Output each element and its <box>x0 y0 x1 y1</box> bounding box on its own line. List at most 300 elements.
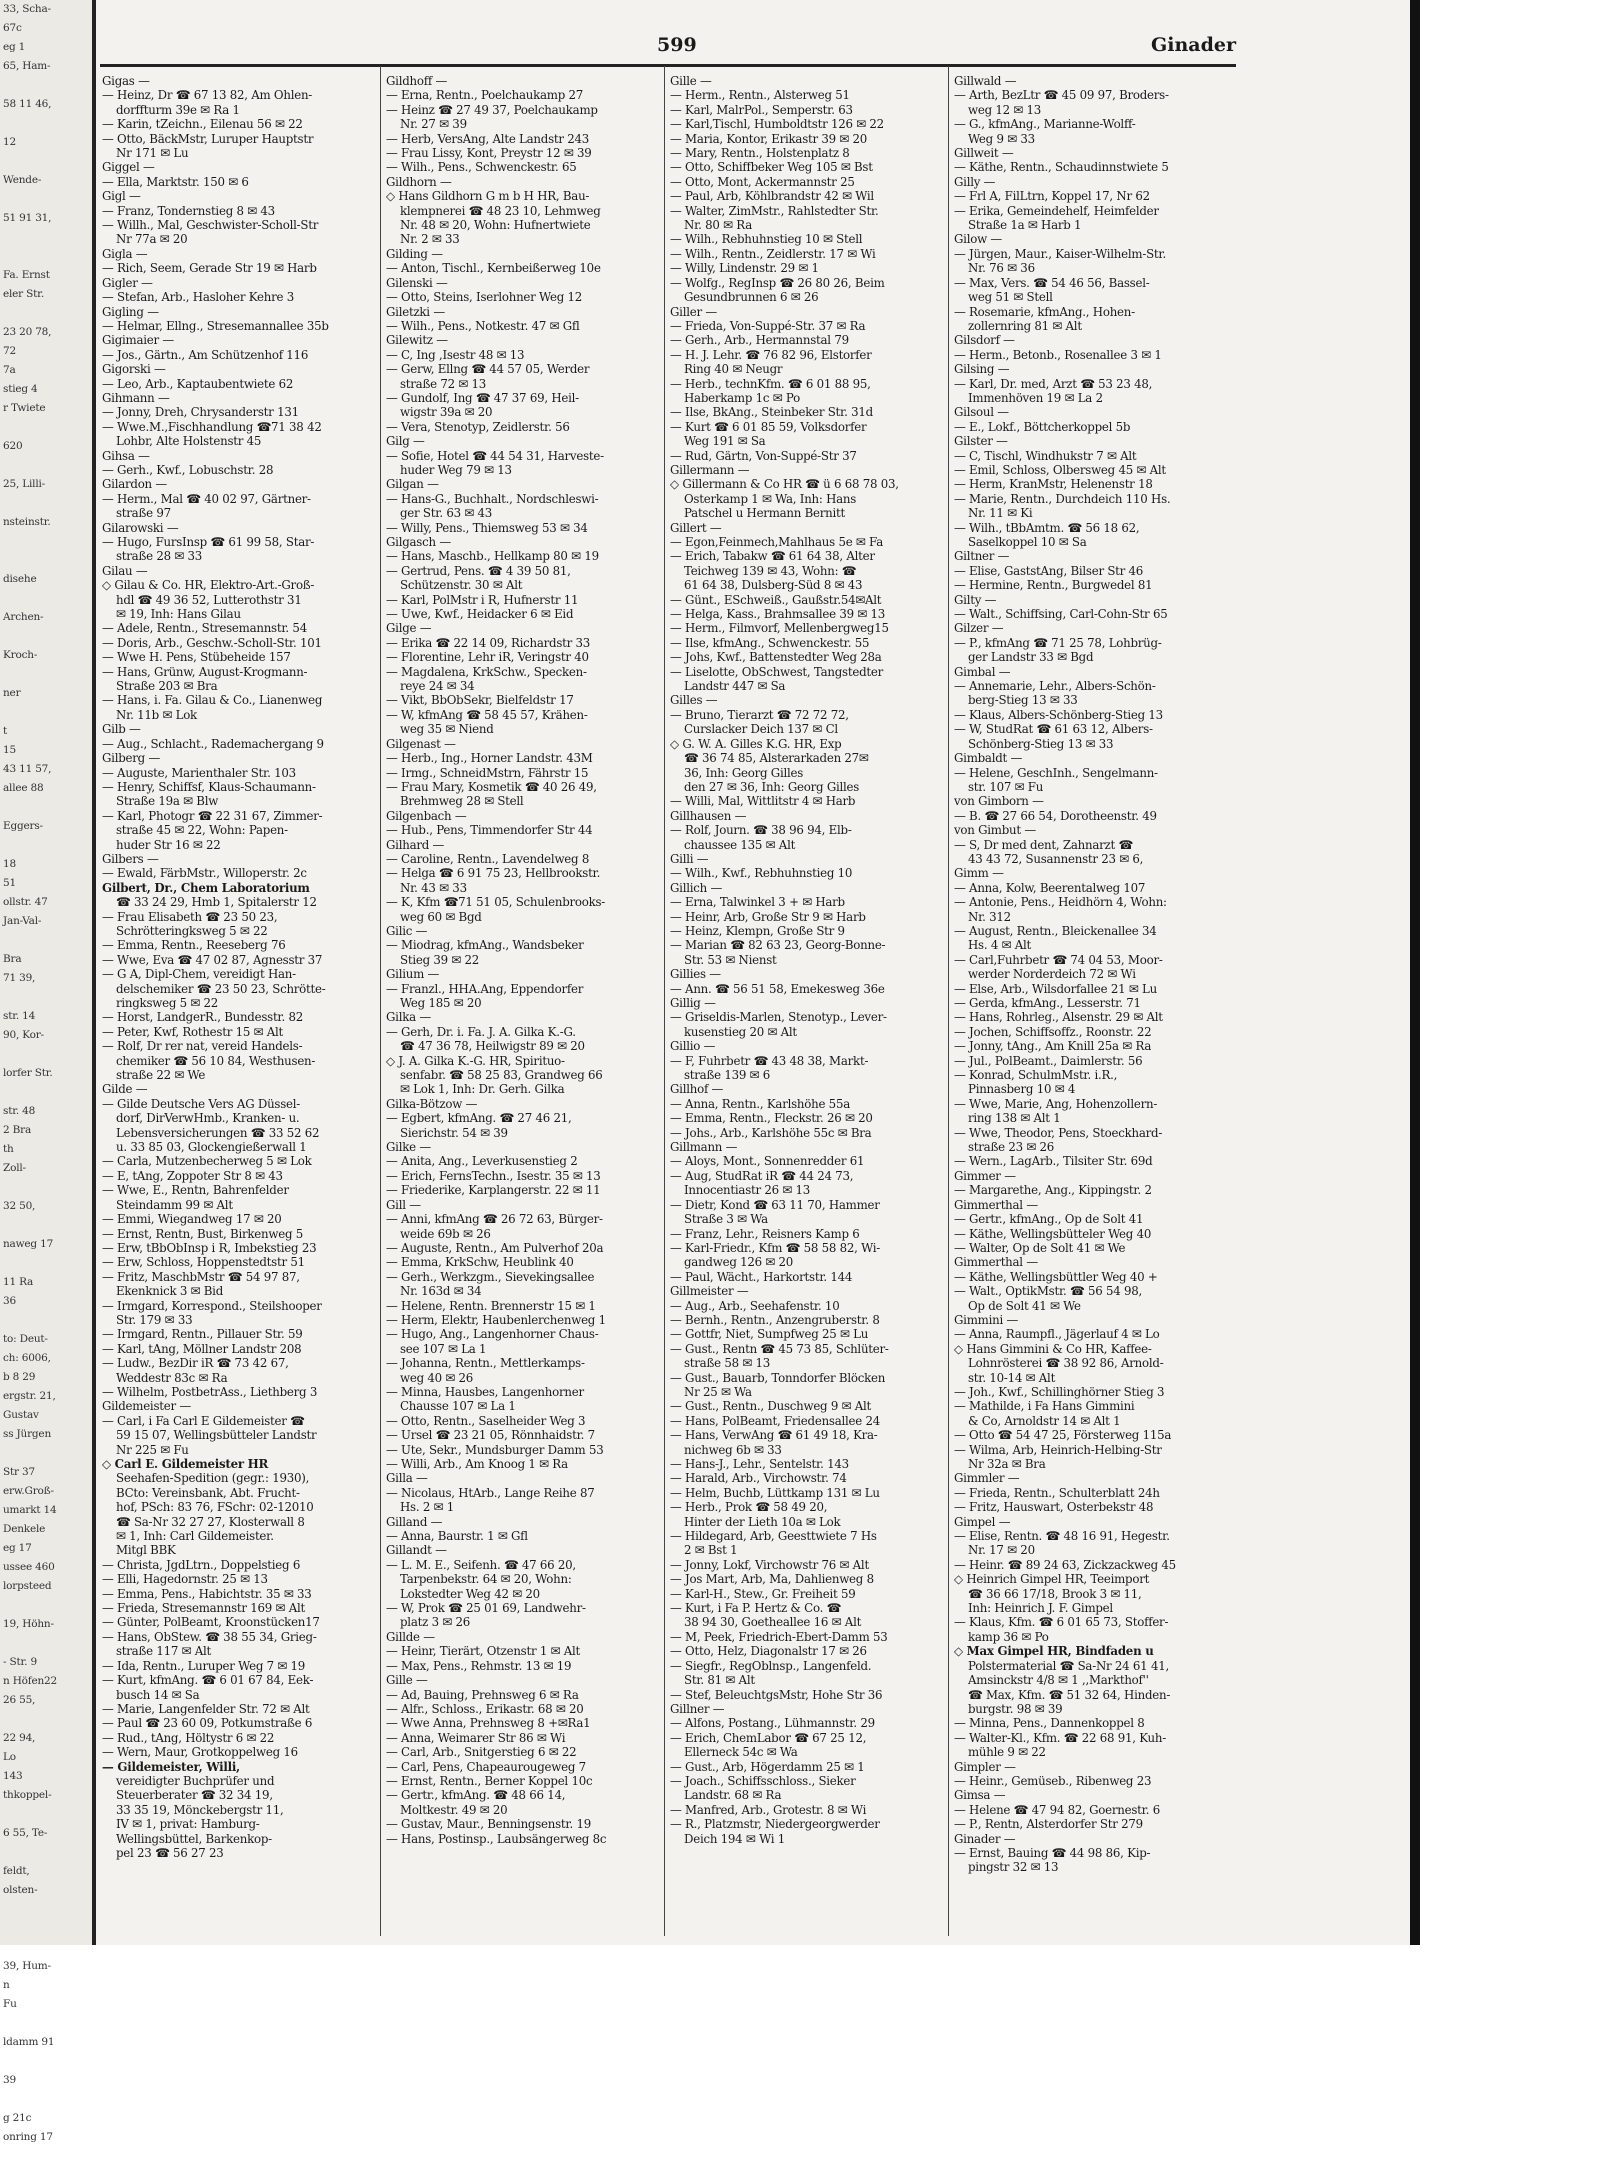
surname-heading <box>386 247 660 261</box>
surname-heading <box>386 1630 660 1644</box>
edge-fragment <box>0 1938 92 1957</box>
entry-line: Gilenski — <box>386 275 448 290</box>
entry-continuation: straße 72 ✉ 13 <box>400 376 486 391</box>
directory-entry <box>670 535 944 549</box>
entry-line: Gigling — <box>102 304 159 319</box>
directory-entry <box>386 189 660 247</box>
entry-line: — Hans, Rohrleg., Alsenstr. 29 ✉ Alt <box>954 1010 1163 1025</box>
entry-continuation: chaussee 135 ✉ Alt <box>684 837 796 852</box>
entry-line: Gillmann — <box>670 1140 738 1155</box>
entry-continuation: Ring 40 ✉ Neugr <box>684 362 783 377</box>
entry-line: — Aloys, Mont., Sonnenredder 61 <box>670 1154 865 1169</box>
directory-entry <box>386 1270 660 1299</box>
directory-entry <box>386 1414 660 1428</box>
entry-line: — Hans-J., Lehr., Sentelstr. 143 <box>670 1457 849 1471</box>
edge-fragment: umarkt 14 <box>3 1504 57 1516</box>
entry-line: — W, Prok ☎ 25 01 69, Landwehr- <box>386 1601 586 1616</box>
directory-column-3 <box>670 74 944 1934</box>
directory-entry <box>670 319 944 333</box>
entry-line: — Gertrud, Pens. ☎ 4 39 50 81, <box>386 563 571 578</box>
edge-fragment: 32 50, <box>3 1200 36 1212</box>
entry-line: — Erna, Talwinkel 3 + ✉ Harb <box>670 895 845 910</box>
directory-entry <box>102 1745 376 1759</box>
edge-fragment <box>0 2090 92 2109</box>
surname-heading <box>102 1399 376 1413</box>
entry-line: Gigl — <box>102 189 141 204</box>
edge-fragment: 36 <box>3 1295 16 1307</box>
entry-continuation: Pinnasberg 10 ✉ 4 <box>968 1082 1076 1097</box>
directory-entry <box>670 1659 944 1688</box>
directory-entry <box>102 1025 376 1039</box>
edge-fragment <box>0 247 92 266</box>
entry-continuation: Amsinckstr 4/8 ✉ 1 ,,Markthof'' <box>968 1673 1149 1688</box>
page-header <box>96 30 1236 64</box>
directory-entry <box>954 1716 1228 1730</box>
entry-line: — Emma, KrkSchw, Heublink 40 <box>386 1255 574 1270</box>
entry-line: Gilb — <box>102 722 141 737</box>
entry-line: — Anita, Ang., Leverkusenstieg 2 <box>386 1154 578 1169</box>
directory-entry <box>102 1673 376 1702</box>
directory-entry <box>670 1457 944 1471</box>
directory-entry <box>670 665 944 694</box>
directory-entry <box>954 1644 1228 1716</box>
edge-fragment <box>0 589 92 608</box>
entry-continuation: Inh: Heinrich J. F. Gimpel <box>968 1601 1113 1616</box>
directory-entry <box>954 1097 1228 1126</box>
entry-line: — Gildemeister, Willi, <box>102 1759 240 1774</box>
entry-line: — Siegfr., RegOblnsp., Langenfeld. <box>670 1658 872 1673</box>
entry-line: Ginader — <box>954 1831 1016 1846</box>
directory-entry <box>670 449 944 463</box>
entry-line: ◇ G. W. A. Gilles K.G. HR, Exp <box>670 736 842 751</box>
entry-line: — Fritz, MaschbMstr ☎ 54 97 87, <box>102 1269 300 1284</box>
directory-entry <box>386 1644 660 1658</box>
entry-line: — Joh., Kwf., Schillinghörner Stieg 3 <box>954 1384 1165 1399</box>
entry-line: — Hermine, Rentn., Burgwedel 81 <box>954 578 1153 593</box>
entry-line: — Emmi, Wiegandweg 17 ✉ 20 <box>102 1212 282 1227</box>
entry-continuation: ✉ 19, Inh: Hans Gilau <box>116 607 241 622</box>
surname-heading <box>954 362 1228 376</box>
directory-entry <box>670 1572 944 1586</box>
surname-heading <box>670 1702 944 1716</box>
entry-line: ◇ Max Gimpel HR, Bindfaden u <box>954 1644 1154 1659</box>
directory-entry <box>386 1428 660 1442</box>
entry-line: — Wwe, Marie, Ang, Hohenzollern- <box>954 1096 1158 1111</box>
directory-entry <box>954 924 1228 953</box>
directory-entry <box>102 1227 376 1241</box>
entry-line: Gillweit — <box>954 146 1014 161</box>
edge-fragment <box>0 2052 92 2071</box>
facing-page-edge <box>0 0 96 2143</box>
directory-entry <box>102 578 376 621</box>
entry-continuation: mühle 9 ✉ 22 <box>968 1745 1046 1760</box>
directory-entry <box>670 160 944 174</box>
entry-continuation: Weg 185 ✉ 20 <box>400 996 482 1010</box>
entry-continuation: Ellerneck 54c ✉ Wa <box>684 1745 798 1760</box>
entry-continuation: Polstermaterial ☎ Sa-Nr 24 61 41, <box>968 1658 1169 1673</box>
edge-fragment: 22 94, <box>3 1732 36 1744</box>
directory-entry <box>102 809 376 852</box>
directory-entry <box>386 449 660 478</box>
entry-line: — Ursel ☎ 23 21 05, Rönnhaidstr. 7 <box>386 1428 595 1443</box>
surname-heading <box>954 175 1228 189</box>
directory-entry <box>954 953 1228 982</box>
entry-continuation: Nr. 11b ✉ Lok <box>116 707 197 722</box>
directory-entry <box>954 1068 1228 1097</box>
directory-entry <box>670 1558 944 1572</box>
entry-continuation: Nr. 11 ✉ Ki <box>968 506 1033 521</box>
entry-line: — Walter, Op de Solt 41 ✉ We <box>954 1240 1126 1255</box>
directory-column-4 <box>954 74 1228 1934</box>
surname-heading <box>670 521 944 535</box>
entry-line: Gillermann — <box>670 462 750 477</box>
surname-heading <box>386 1198 660 1212</box>
directory-entry <box>386 1255 660 1269</box>
directory-entry <box>670 420 944 449</box>
entry-line: — Doris, Arb., Geschw.-Scholl-Str. 101 <box>102 635 322 650</box>
entry-line: — Paul ☎ 23 60 09, Potkumstraße 6 <box>102 1716 313 1731</box>
directory-entry <box>670 261 944 275</box>
directory-entry <box>386 1313 660 1327</box>
edge-fragment: n Höfen22 <box>3 1675 58 1687</box>
edge-fragment: feldt, <box>3 1865 30 1877</box>
directory-entry <box>670 1097 944 1111</box>
directory-entry <box>954 679 1228 708</box>
surname-heading <box>102 189 376 203</box>
entry-line: Gilardon — <box>102 477 167 492</box>
edge-fragment <box>0 1900 92 1919</box>
directory-entry <box>670 1327 944 1341</box>
surname-heading <box>954 1471 1228 1485</box>
directory-entry <box>102 636 376 650</box>
edge-fragment <box>0 532 92 551</box>
edge-fragment <box>0 1178 92 1197</box>
edge-fragment: 15 <box>3 744 16 756</box>
entry-line: — Gottfr, Niet, Sumpfweg 25 ✉ Lu <box>670 1327 869 1342</box>
directory-entry <box>102 175 376 189</box>
directory-entry <box>670 982 944 996</box>
entry-line: — Helm, Buchb, Lüttkamp 131 ✉ Lu <box>670 1485 880 1500</box>
header-rule <box>100 64 1236 67</box>
directory-entry <box>102 938 376 952</box>
entry-line: — Ewald, FärbMstr., Willoperstr. 2c <box>102 866 307 881</box>
directory-entry <box>386 593 660 607</box>
entry-line: Gilster — <box>954 434 1008 449</box>
directory-entry <box>954 117 1228 146</box>
edge-fragment: str. 14 <box>3 1010 36 1022</box>
entry-line: — Willy, Pens., Thiemsweg 53 ✉ 34 <box>386 520 588 535</box>
entry-line: — Rud, Gärtn, Von-Suppé-Str 37 <box>670 448 857 463</box>
directory-entry <box>102 910 376 939</box>
directory-entry <box>102 319 376 333</box>
entry-line: — Anna, Baurstr. 1 ✉ Gfl <box>386 1529 528 1544</box>
entry-line: — Griseldis-Marlen, Stenotyp., Lever- <box>670 1010 887 1025</box>
entry-line: Gilsoul — <box>954 405 1009 420</box>
entry-line: — Hans, VerwAng ☎ 61 49 18, Kra- <box>670 1428 878 1443</box>
entry-continuation: hof, PSch: 83 76, FSchr: 02-12010 <box>116 1500 314 1515</box>
directory-entry <box>386 1443 660 1457</box>
entry-continuation: huder Str 16 ✉ 22 <box>116 837 221 852</box>
surname-heading <box>954 621 1228 635</box>
entry-line: — Marie, Langenfelder Str. 72 ✉ Alt <box>102 1701 310 1716</box>
edge-fragment: to: Deut- <box>3 1333 48 1345</box>
entry-line: — Friederike, Karplangerstr. 22 ✉ 11 <box>386 1183 601 1198</box>
directory-entry <box>386 146 660 160</box>
entry-line: — Frieda, Rentn., Schulterblatt 24h <box>954 1485 1160 1500</box>
surname-heading <box>386 305 660 319</box>
entry-continuation: Straße 1a ✉ Harb 1 <box>968 218 1082 233</box>
entry-continuation: Nr 32a ✉ Bra <box>968 1457 1046 1471</box>
entry-line: — Magdalena, KrkSchw., Specken- <box>386 664 587 679</box>
entry-line: — Gerh, Dr. i. Fa. J. A. Gilka K.-G. <box>386 1024 576 1039</box>
directory-entry <box>102 1702 376 1716</box>
entry-line: — Irmgard, Korrespond., Steilshooper <box>102 1298 322 1313</box>
entry-line: — Adele, Rentn., Stresemannstr. 54 <box>102 621 307 636</box>
directory-entry <box>670 794 944 808</box>
directory-entry <box>386 1659 660 1673</box>
directory-entry <box>102 1299 376 1328</box>
entry-line: — Erika, Gemeindehelf, Heimfelder <box>954 203 1159 218</box>
surname-heading <box>386 809 660 823</box>
edge-fragment: 25, Lilli- <box>3 478 45 490</box>
directory-entry <box>386 564 660 593</box>
entry-continuation: Schützenstr. 30 ✉ Alt <box>400 578 523 593</box>
directory-entry <box>386 766 660 780</box>
entry-line: — Wilh., Pens., Notkestr. 47 ✉ Gfl <box>386 318 580 333</box>
entry-line: Gilbers — <box>102 851 159 866</box>
entry-line: Gillwald — <box>954 74 1017 88</box>
entry-continuation: Nr 171 ✉ Lu <box>116 146 189 161</box>
edge-fragment: r Twiete <box>3 402 46 414</box>
entry-line: — Jos., Gärtn., Am Schützenhof 116 <box>102 347 309 362</box>
entry-continuation: kamp 36 ✉ Po <box>968 1629 1049 1644</box>
entry-line: — C, Tischl, Windhukstr 7 ✉ Alt <box>954 448 1137 463</box>
entry-line: — Hans, ObStew. ☎ 38 55 34, Grieg- <box>102 1629 317 1644</box>
entry-line: — Jürgen, Maur., Kaiser-Wilhelm-Str. <box>954 246 1166 261</box>
entry-line: — Carl, Pens, Chapeaurougeweg 7 <box>386 1759 586 1774</box>
entry-line: Gilgan — <box>386 477 439 492</box>
entry-continuation: ger Str. 63 ✉ 43 <box>400 506 492 521</box>
entry-line: Gimmini — <box>954 1312 1019 1327</box>
directory-entry <box>954 982 1228 996</box>
entry-line: — Erna, Rentn., Poelchaukamp 27 <box>386 88 584 103</box>
entry-line: Gilli — <box>670 851 709 866</box>
surname-heading <box>954 1788 1228 1802</box>
entry-continuation: straße 58 ✉ 13 <box>684 1356 770 1371</box>
entry-line: Gigla — <box>102 246 148 261</box>
entry-line: — Alfr., Schloss., Erikastr. 68 ✉ 20 <box>386 1701 584 1716</box>
entry-continuation: Moltkestr. 49 ✉ 20 <box>400 1802 508 1817</box>
surname-heading <box>102 333 376 347</box>
directory-entry <box>102 1615 376 1629</box>
directory-entry <box>954 1500 1228 1514</box>
entry-continuation: Nr. 163d ✉ 34 <box>400 1284 482 1299</box>
edge-fragment: 67c <box>3 22 22 34</box>
entry-continuation: Landstr. 68 ✉ Ra <box>684 1788 782 1803</box>
entry-line: — Karl-H., Stew., Gr. Freiheit 59 <box>670 1586 856 1601</box>
entry-line: Gilhard — <box>386 837 445 852</box>
entry-line: — Ernst, Rentn, Bust, Birkenweg 5 <box>102 1226 303 1241</box>
directory-entry <box>670 103 944 117</box>
edge-fragment: Jan-Val- <box>3 915 42 927</box>
entry-line: Gilty — <box>954 592 997 607</box>
entry-line: — Herm, Elektr, Haubenlerchenweg 1 <box>386 1312 606 1327</box>
directory-entry <box>386 823 660 837</box>
entry-line: Gilgenbach — <box>386 808 467 823</box>
entry-continuation: Deich 194 ✉ Wi 1 <box>684 1831 786 1846</box>
directory-entry <box>670 621 944 635</box>
directory-entry <box>954 1284 1228 1313</box>
directory-entry <box>386 1731 660 1745</box>
entry-line: ◇ J. A. Gilka K.-G. HR, Spirituo- <box>386 1053 565 1068</box>
directory-entry <box>670 405 944 419</box>
surname-heading <box>954 74 1228 88</box>
entry-line: — Gilde Deutsche Vers AG Düssel- <box>102 1096 301 1111</box>
entry-line: — Karl, MalrPol., Semperstr. 63 <box>670 102 853 117</box>
directory-entry <box>954 1342 1228 1385</box>
directory-entry <box>954 348 1228 362</box>
directory-entry <box>102 1212 376 1226</box>
surname-heading <box>954 1760 1228 1774</box>
entry-line: — Hans, PolBeamt, Friedensallee 24 <box>670 1413 881 1428</box>
surname-heading <box>954 405 1228 419</box>
surname-heading <box>102 751 376 765</box>
entry-line: — Carla, Mutzenbecherweg 5 ✉ Lok <box>102 1154 312 1169</box>
entry-continuation: weg 60 ✉ Bgd <box>400 909 482 924</box>
edge-fragment: ussee 460 <box>3 1561 55 1573</box>
edge-fragment: ss Jürgen <box>3 1428 52 1440</box>
entry-continuation: Nr. 80 ✉ Ra <box>684 218 752 233</box>
entry-continuation: Schönberg-Stieg 13 ✉ 33 <box>968 736 1114 751</box>
entry-line: — Kurt ☎ 6 01 85 59, Volksdorfer <box>670 419 867 434</box>
entry-line: — Jonny, tAng., Am Knill 25a ✉ Ra <box>954 1039 1152 1054</box>
directory-entry <box>954 1126 1228 1155</box>
directory-entry <box>102 737 376 751</box>
entry-line: — W, kfmAng ☎ 58 45 57, Krähen- <box>386 707 588 722</box>
entry-line: Gillandt — <box>386 1543 447 1558</box>
entry-line: Gilla — <box>386 1471 428 1486</box>
directory-entry <box>670 607 944 621</box>
surname-heading <box>386 1673 660 1687</box>
entry-continuation: zollernring 81 ✉ Alt <box>968 318 1082 333</box>
surname-heading <box>386 1471 660 1485</box>
directory-entry <box>670 1486 944 1500</box>
edge-fragment: n <box>3 1979 10 1991</box>
entry-line: — Minna, Pens., Dannenkoppel 8 <box>954 1716 1145 1731</box>
entry-line: — Herb., Ing., Horner Landstr. 43M <box>386 751 593 766</box>
entry-continuation: Op de Solt 41 ✉ We <box>968 1298 1081 1313</box>
entry-continuation: Steuerberater ☎ 32 34 19, <box>116 1788 273 1803</box>
directory-entry <box>386 1817 660 1831</box>
entry-line: — H. J. Lehr. ☎ 76 82 96, Elstorfer <box>670 347 872 362</box>
entry-line: — Heinr, Tierärt, Otzenstr 1 ✉ Alt <box>386 1644 581 1659</box>
directory-entry <box>670 1010 944 1039</box>
surname-heading <box>670 996 944 1010</box>
entry-line: — L. M. E., Seifenh. ☎ 47 66 20, <box>386 1557 576 1572</box>
entry-continuation: straße 97 <box>116 506 171 521</box>
directory-entry <box>102 953 376 967</box>
directory-entry <box>954 809 1228 823</box>
directory-entry <box>670 593 944 607</box>
entry-line: — Gertr., kfmAng. ☎ 48 66 14, <box>386 1788 566 1803</box>
directory-entry <box>954 1486 1228 1500</box>
entry-continuation: str. 10-14 ✉ Alt <box>968 1370 1056 1385</box>
directory-entry <box>954 1039 1228 1053</box>
surname-heading <box>670 74 944 88</box>
directory-entry <box>386 1457 660 1471</box>
entry-line: Gilgenast — <box>386 736 456 751</box>
entry-continuation: pel 23 ☎ 56 27 23 <box>116 1845 224 1860</box>
directory-entry <box>954 492 1228 521</box>
entry-line: Gille — <box>386 1673 428 1688</box>
entry-line: — Emma, Rentn., Fleckstr. 26 ✉ 20 <box>670 1111 873 1126</box>
directory-entry <box>386 132 660 146</box>
directory-entry <box>386 1558 660 1601</box>
entry-continuation: straße 28 ✉ 33 <box>116 549 202 564</box>
directory-entry <box>954 1212 1228 1226</box>
entry-line: — Florentine, Lehr iR, Veringstr 40 <box>386 650 589 665</box>
entry-line: ◇ Gillermann & Co HR ☎ ü 6 68 78 03, <box>670 477 899 492</box>
entry-line: — Horst, LandgerR., Bundesstr. 82 <box>102 1010 304 1025</box>
directory-entry <box>670 1371 944 1400</box>
edge-fragment <box>0 665 92 684</box>
entry-line: — Helene ☎ 47 94 82, Goernestr. 6 <box>954 1802 1160 1817</box>
directory-entry <box>670 1111 944 1125</box>
entry-continuation: Sierichstr. 54 ✉ 39 <box>400 1125 508 1140</box>
entry-line: Gigler — <box>102 275 153 290</box>
directory-entry <box>670 1760 944 1774</box>
entry-line: — Rosemarie, kfmAng., Hohen- <box>954 304 1135 319</box>
entry-line: — Elli, Hagedornstr. 25 ✉ 13 <box>102 1572 268 1587</box>
directory-entry <box>386 665 660 694</box>
directory-entry <box>102 1659 376 1673</box>
edge-fragment: Wende- <box>3 174 42 186</box>
surname-heading <box>386 1010 660 1024</box>
entry-line: — Auguste, Rentn., Am Pulverhof 20a <box>386 1240 604 1255</box>
entry-line: Gilow — <box>954 232 1002 247</box>
entry-continuation: kusenstieg 20 ✉ Alt <box>684 1024 797 1039</box>
entry-continuation: Chausse 107 ✉ La 1 <box>400 1399 516 1414</box>
entry-line: — Herm., Rentn., Alsterweg 51 <box>670 88 850 103</box>
entry-line: — Erw, tBbObInsp i R, Imbekstieg 23 <box>102 1240 317 1255</box>
entry-continuation: gandweg 126 ✉ 20 <box>684 1255 794 1270</box>
directory-entry <box>670 132 944 146</box>
entry-continuation: Steindamm 99 ✉ Alt <box>116 1197 233 1212</box>
directory-entry <box>386 1169 660 1183</box>
entry-line: — Otto, BäckMstr, Luruper Hauptstr <box>102 131 314 146</box>
directory-entry <box>386 1054 660 1097</box>
entry-line: — Herb., technKfm. ☎ 6 01 88 95, <box>670 376 871 391</box>
surname-heading <box>386 967 660 981</box>
entry-line: Gillies — <box>670 967 721 982</box>
entry-continuation: Straße 3 ✉ Wa <box>684 1212 768 1227</box>
directory-entry <box>670 1716 944 1730</box>
entry-continuation: Landstr 447 ✉ Sa <box>684 679 786 694</box>
entry-line: Gilarowski — <box>102 520 179 535</box>
directory-entry <box>386 492 660 521</box>
edge-fragment <box>0 1311 92 1330</box>
entry-continuation: pingstr 32 ✉ 13 <box>968 1860 1059 1875</box>
directory-entry <box>102 1356 376 1385</box>
entry-line: Gillich — <box>670 880 723 895</box>
entry-line: — Anna, Kolw, Beerentalweg 107 <box>954 880 1146 895</box>
entry-continuation: huder Weg 79 ✉ 13 <box>400 462 512 477</box>
entry-line: — Erika ☎ 22 14 09, Richardstr 33 <box>386 635 591 650</box>
entry-line: — B. ☎ 27 66 54, Dorotheenstr. 49 <box>954 808 1157 823</box>
directory-entry <box>670 737 944 795</box>
entry-line: — Aug., Arb., Seehafenstr. 10 <box>670 1298 840 1313</box>
entry-line: — Carl, Arb., Snitgerstieg 6 ✉ 22 <box>386 1745 577 1760</box>
